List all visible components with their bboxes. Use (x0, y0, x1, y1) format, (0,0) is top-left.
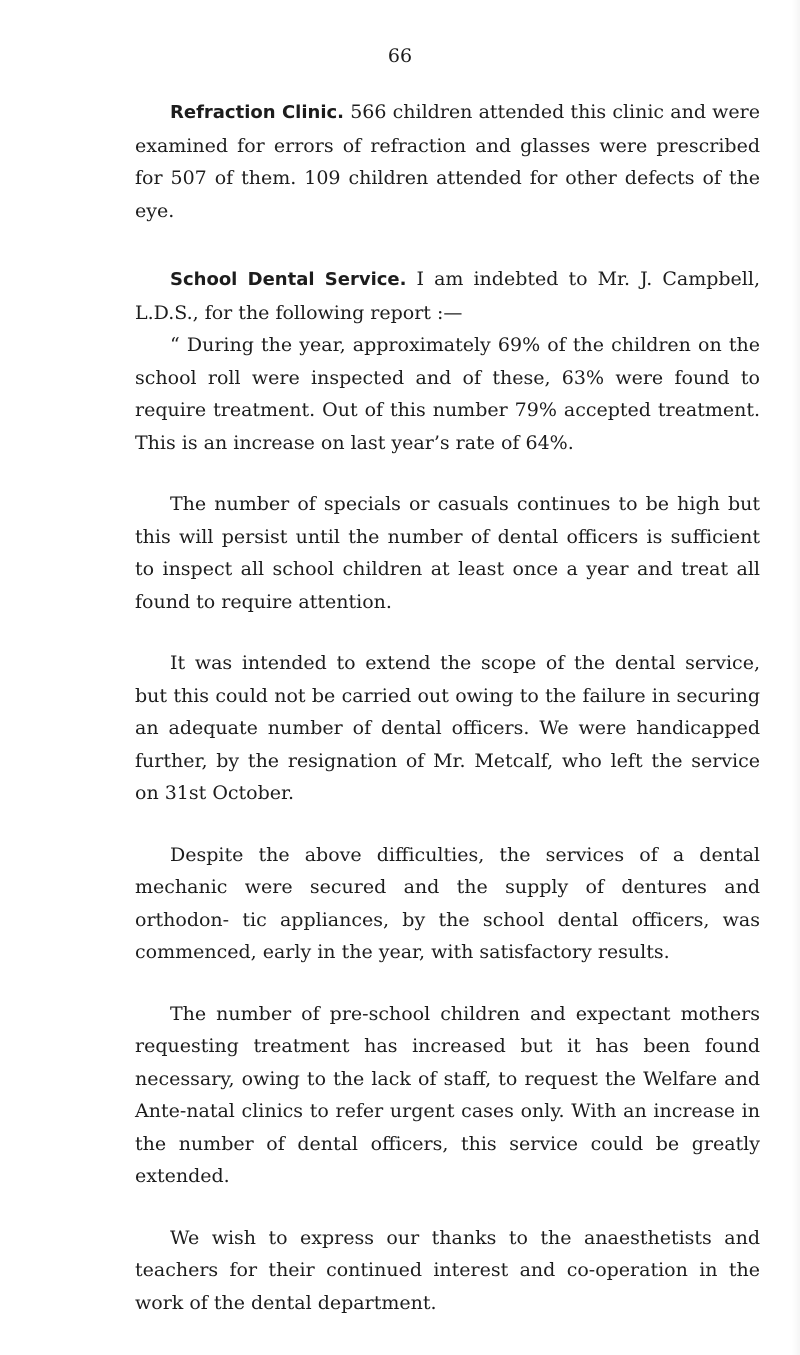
page-number: 66 (387, 45, 413, 67)
dental-report-paragraph-4: Despite the above difficulties, the services of a dental mechanic were secured and the supply of dentures and orthodon- tic appliances, by the school dental officers, was commenced, early in the year, with satisfactory results. (135, 843, 760, 963)
dental-report-paragraph-6: We wish to express our thanks to the anaesthetists and teachers for their continued interest and co-operation in the work of the dental department. (135, 1226, 760, 1314)
dental-report-paragraph-1: “ During the year, approximately 69% of the children on the school roll were inspected and of these, 63% were found to require treatment. Out of this number 79% accepted treatment. This is an increase on last year’s rate of 64%. (135, 334, 760, 454)
dental-service-intro: I am indebted to Mr. J. Campbell, L.D.S., for the following report :— (135, 268, 760, 324)
refraction-clinic-heading: Refraction Clinic. (170, 102, 345, 123)
page-content (135, 96, 760, 1319)
section-spacer (135, 227, 760, 263)
paragraph-spacer (135, 810, 760, 839)
refraction-clinic-text: 566 children attended this clinic and were examined for errors of refraction and glasses were prescribed for 507 of them. 109 children attended for other defects of the eye. (135, 101, 760, 222)
paragraph-spacer (135, 1193, 760, 1222)
dental-report-paragraph-2: The number of specials or casuals continues to be high but this will persist until the number of dental officers is sufficient to inspect all school children at least once a year and treat all found to require attention. (135, 493, 760, 613)
paragraph-spacer (135, 969, 760, 998)
dental-service-heading: School Dental Service. (170, 269, 407, 290)
refraction-clinic-paragraph (135, 96, 760, 227)
dental-report-paragraph-5: The number of pre-school children and expectant mothers requesting treatment has increased but it has been found necessary, owing to the lack of staff, to request the Welfare and Ante-natal clinics to refer urgent cases only. With an increase in the number of dental officers, this service could be greatly extended. (135, 1002, 760, 1187)
paragraph-spacer (135, 618, 760, 647)
paragraph-spacer (135, 459, 760, 488)
dental-service-intro-paragraph (135, 263, 760, 329)
dental-report-paragraph-3: It was intended to extend the scope of the dental service, but this could not be carried out owing to the failure in securing an adequate number of dental officers. We were handicapped further, by the resignation of Mr. Metcalf, who left the service on 31st October. (135, 652, 760, 804)
